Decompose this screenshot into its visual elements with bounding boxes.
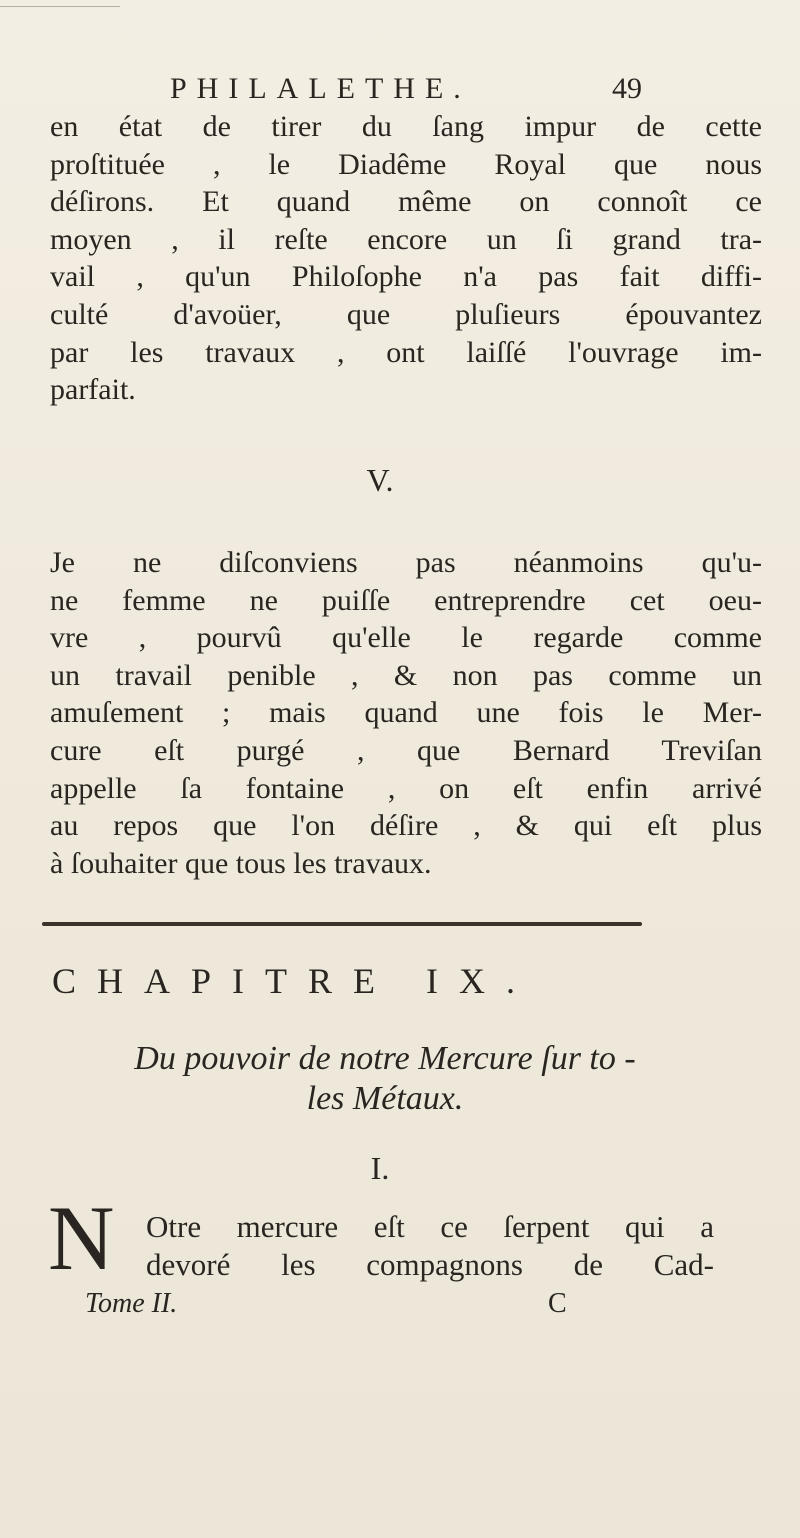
paragraph-2 [50,544,762,882]
paragraph-1 [50,108,762,409]
running-head: PHILALETHE. [170,72,471,105]
text-line: Je ne diſconviens pas néanmoins qu'u- [50,546,762,579]
text-line: à ſouhaiter que tous les travaux. [50,846,432,880]
section-number-i: I. [370,1150,390,1186]
text-line: vre , pourvû qu'elle le regarde comme [50,621,762,655]
page-number: 49 [612,72,642,105]
top-edge-rule [0,6,120,7]
text-line: cure eſt purgé , que Bernard Treviſan [50,733,762,767]
text-line: ne femme ne puiſſe entreprendre cet oeu- [50,583,762,617]
text-line: Otre mercure eſt ce ſerpent qui a [146,1209,714,1244]
text-line: proſtituée , le Diadême Royal que nous [50,147,762,181]
text-line: déſirons. Et quand même on connoît ce [50,185,762,219]
text-line: un travail penible , & non pas comme un [50,658,762,692]
chapter-divider-rule [42,922,642,926]
text-line: au repos que l'on déſire , & qui eſt plus [50,809,762,843]
text-line: amuſement ; mais quand une fois le Mer- [50,696,762,730]
text-line: appelle ſa fontaine , on eſt enfin arrivé [50,771,762,805]
chapter-subtitle-line-1: Du pouvoir de notre Mercure ſur to - [134,1040,636,1077]
drop-cap: N [48,1187,115,1289]
text-line: moyen , il reſte encore un ſi grand tra- [50,222,762,256]
section-number-v: V. [366,462,394,498]
text-line: devoré les compagnons de Cad- [146,1247,714,1282]
gathering-signature: C [548,1288,567,1319]
paragraph-3 [146,1208,714,1284]
volume-signature: Tome II. [85,1288,178,1319]
text-line: en état de tirer du ſang impur de cette [50,110,762,143]
chapter-subtitle-line-2: les Métaux. [306,1080,464,1117]
text-line: culté d'avoüer, que pluſieurs épouvantez [50,297,762,331]
text-line: parfait. [50,373,136,407]
text-line: par les travaux , ont laiſſé l'ouvrage im- [50,335,762,369]
text-line: vail , qu'un Philoſophe n'a pas fait diffi- [50,260,762,294]
chapter-title: CHAPITRE IX. [52,961,536,1001]
